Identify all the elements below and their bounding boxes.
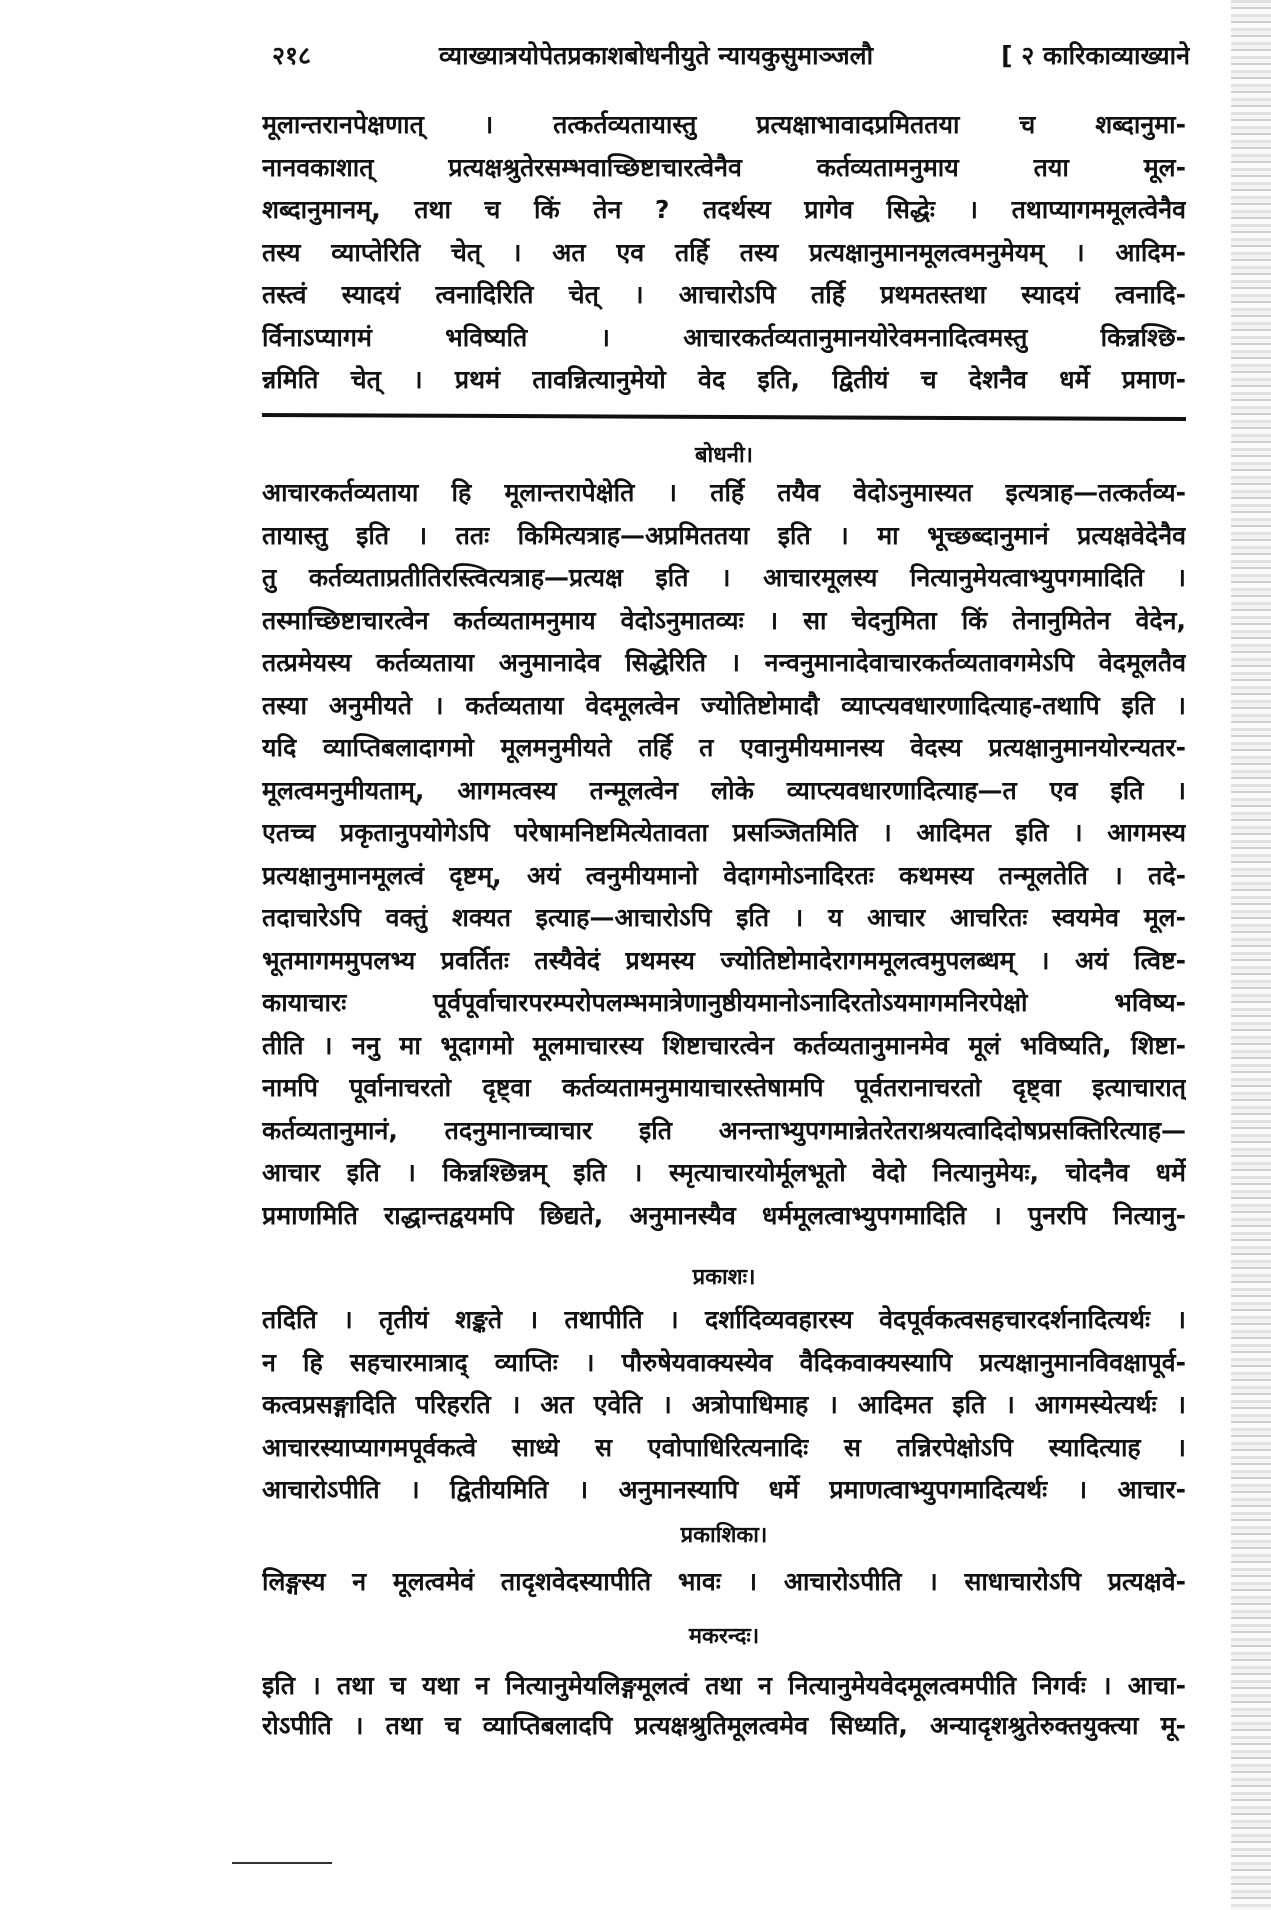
section-label: [ २ कारिकाव्याख्याने <box>1001 41 1190 70</box>
text-line: कायाचारः पूर्वपूर्वाचारपरम्परोपलम्भमात्रेणानुष्ठीयमानोऽनादिरतोऽयमागमनिरपेक्षो भविष्य- <box>262 988 1186 1017</box>
text-commentary-divider <box>262 413 1186 421</box>
text-line: आचारस्याप्यागमपूर्वकत्वे साध्ये स एवोपाधिरित्यनादिः स तन्निरपेक्षोऽपि स्यादित्याह । <box>262 1432 1186 1462</box>
text-line: तस्माच्छिष्टाचारत्वेन कर्तव्यतामनुमाय वेदोऽनुमातव्यः । सा चेदनुमिता किं तेनानुमितेन वेदेन, <box>262 605 1186 635</box>
text-line: न हि सहचारमात्राद् व्याप्तिः । पौरुषेयवाक्यस्येव वैदिकवाक्यस्यापि प्रत्यक्षानुमानविवक्षापूर्व- <box>262 1347 1186 1377</box>
text-line: एतच्च प्रकृतानुपयोगेऽपि परेषामनिष्टमित्येतावता प्रसञ्जितमिति । आदिमत इति । आगमस्य <box>262 818 1186 847</box>
text-line: लिङ्गस्य न मूलत्वमेवं तादृशवेदस्यापीति भावः । आचारोऽपीति । साधाचारोऽपि प्रत्यक्षवे- <box>262 1567 1186 1596</box>
prakasha-heading: प्रकाशः। <box>692 1265 756 1290</box>
text-line: मूलान्तरानपेक्षणात् । तत्कर्तव्यतायास्तु प्रत्यक्षाभावादप्रमिततया च शब्दानुमा- <box>262 110 1186 139</box>
text-line: तदाचारेऽपि वक्तुं शक्यत इत्याह—आचारोऽपि इति । य आचार आचरितः स्वयमेव मूल- <box>262 903 1186 932</box>
page-number: २१८ <box>272 41 312 70</box>
text-line: भूतमागममुपलभ्य प्रवर्तितः तस्यैवेदं प्रथमस्य ज्योतिष्टोमादेरागममूलत्वमुपलब्धम् । अयं त्विष्ट- <box>262 945 1186 975</box>
text-line: र्विनाऽप्यागमं भविष्यति । आचारकर्तव्यतानुमानयोरेवमनादित्वमस्तु किन्नश्छि- <box>262 322 1186 352</box>
text-line: नानवकाशात् प्रत्यक्षश्रुतेरसम्भवाच्छिष्टाचारत्वेनैव कर्तव्यतामनुमाय तया मूल- <box>262 152 1186 182</box>
makaranda-heading: मकरन्दः। <box>688 1624 760 1649</box>
text-line: तायास्तु इति । ततः किमित्यत्राह—अप्रमिततया इति । मा भूच्छब्दानुमानं प्रत्यक्षवेदेनैव <box>262 520 1186 550</box>
text-line: मूलत्वमनुमीयताम्, आगमत्वस्य तन्मूलत्वेन लोके व्याप्त्यवधारणादित्याह—त एव इति । <box>262 775 1186 805</box>
text-line: तस्य व्याप्तेरिति चेत् । अत एव तर्हि तस्य प्रत्यक्षानुमानमूलत्वमनुमेयम् । आदिम- <box>262 237 1186 267</box>
footer-rule <box>232 1862 332 1864</box>
text-line: प्रत्यक्षानुमानमूलत्वं दृष्टम्, अयं त्वनुमीयमानो वेदागमोऽनादिरतः कथमस्य तन्मूलतेति । तदे- <box>262 860 1186 890</box>
text-line: तस्या अनुमीयते । कर्तव्यताया वेदमूलत्वेन ज्योतिष्टोमादौ व्याप्त्यवधारणादित्याह-तथापि इति । <box>262 690 1186 720</box>
text-line: प्रमाणमिति राद्धान्तद्वयमपि छिद्यते, अनुमानस्यैव धर्ममूलत्वाभ्युपगमादिति । पुनरपि नित्यानु- <box>262 1200 1186 1230</box>
text-line: आचारोऽपीति । द्वितीयमिति । अनुमानस्यापि धर्मे प्रमाणत्वाभ्युपगमादित्यर्थः । आचार- <box>262 1475 1186 1505</box>
text-line: कर्तव्यतानुमानं, तदनुमानाच्चाचार इति अनन्ताभ्युपगमान्नेतरेतराश्रयत्वादिदोषप्रसक्तिरित्याह— <box>262 1115 1186 1145</box>
text-line: आचारकर्तव्यताया हि मूलान्तरापेक्षेति । तर्हि तयैव वेदोऽनुमास्यत इत्यत्राह—तत्कर्तव्य- <box>262 478 1186 507</box>
text-line: तदिति । तृतीयं शङ्कते । तथापीति । दर्शादिव्यवहारस्य वेदपूर्वकत्वसहचारदर्शनादित्यर्थः । <box>262 1305 1186 1334</box>
text-line: तस्त्वं स्यादयं त्वनादिरिति चेत् । आचारोऽपि तर्हि प्रथमतस्तथा स्यादयं त्वनादि- <box>262 280 1186 309</box>
running-header <box>272 36 1190 76</box>
text-line: न्नमिति चेत् । प्रथमं तावन्नित्यानुमेयो वेद इति, द्वितीयं च देशनैव धर्मे प्रमाण- <box>262 365 1186 394</box>
text-line: यदि व्याप्तिबलादागमो मूलमनुमीयते तर्हि त एवानुमीयमानस्य वेदस्य प्रत्यक्षानुमानयोरन्यतर- <box>262 733 1186 762</box>
text-line: इति । तथा च यथा न नित्यानुमेयलिङ्गमूलत्वं तथा न नित्यानुमेयवेदमूलत्वमपीति निगर्वः । आचा- <box>262 1671 1186 1700</box>
text-line: रोऽपीति । तथा च व्याप्तिबलादपि प्रत्यक्षश्रुतिमूलत्वमेव सिध्यति, अन्यादृशश्रुतेरुक्तयुक्त्या मू- <box>262 1711 1186 1740</box>
text-line: शब्दानुमानम्, तथा च किं तेन ? तदर्थस्य प्रागेव सिद्धेः । तथाप्यागममूलत्वेनैव <box>262 195 1186 224</box>
running-title: व्याख्यात्रयोपेतप्रकाशबोधनीयुते न्यायकुसुमाञ्जलौ <box>439 41 874 70</box>
text-line: आचार इति । किन्नश्छिन्नम् इति । स्मृत्याचारयोर्मूलभूतो वेदो नित्यानुमेयः, चोदनैव धर्मे <box>262 1158 1186 1187</box>
bodhani-heading: बोधनी। <box>694 443 754 468</box>
prakashika-heading: प्रकाशिका। <box>680 1523 768 1548</box>
scan-edge-shadow <box>1231 0 1271 1910</box>
text-line: तत्प्रमेयस्य कर्तव्यताया अनुमानादेव सिद्धेरिति । नन्वनुमानादेवाचारकर्तव्यतावगमेऽपि वेदमूलतैव <box>262 648 1186 677</box>
text-line: तीति । ननु मा भूदागमो मूलमाचारस्य शिष्टाचारत्वेन कर्तव्यतानुमानमेव मूलं भविष्यति, शिष्टा- <box>262 1030 1186 1060</box>
text-line: नामपि पूर्वानाचरतो दृष्ट्वा कर्तव्यतामनुमायाचारस्तेषामपि पूर्वतरानाचरतो दृष्ट्वा इत्याचारात् <box>262 1073 1186 1102</box>
text-line: तु कर्तव्यताप्रतीतिरस्त्वित्यत्राह—प्रत्यक्ष इति । आचारमूलस्य नित्यानुमेयत्वाभ्युपगमादिति । <box>262 563 1186 592</box>
text-line: कत्वप्रसङ्गादिति परिहरति । अत एवेति । अत्रोपाधिमाह । आदिमत इति । आगमस्येत्यर्थः । <box>262 1390 1186 1420</box>
